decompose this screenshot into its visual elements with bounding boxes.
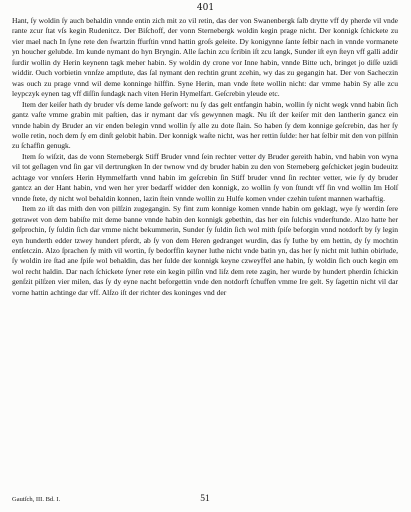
paragraph-4: Item zo iſt das mith den von pilſzin zugegangin. Sy fint zum konnige komen vnnde habin om geklagt, wye ſy werdin ſere getrawet von dem babiſte mit deme banne vnnde habin den konnigk gebethin, das her ein ſulchis vnderſtunde. Alzo hatte her geſprochin, ſy ſuldin ſich dar vmme nicht bekummerin, Sunder ſy ſuldin ſich wol mith ſpiſe beforgin vnnd notdorft by ſy legin eyn hunderth edder tzwey hundert pferdt, ab ſy von dem Heren gedranget wurdin, das ſy Iuthe by em hettin, dy ſy mochtin entſetczin. Alzo ſprachen ſy mith vil wortin, ſy bedorffin keyner luthe nicht vnde batin yn, das her ſy nicht mit luthin obirlude, ſy woldin ire ſtad ane ſpiſe wol behaldin, das her ſulde der konnigk keyne czweyffel ane habin, ſy woldin ſich ouch kegin em wol recht haldin. Dar nach ſchickete ſyner rete ein kegin pilſin vnd liſz dem rete zagin, her wurde by hundert pherdin ſchickin genſzit pilſzen vier milen, das ſy dy eyne nacht beforgettin vnde den notdorft ſchuffen vmme Ire gelt. Sy ſagettin nicht vil dar vorne hattin achtinge dar vff. Alſzo iſt der richter des koninges vnd der [12,204,398,297]
paragraph-2: Item der keiſer hath dy bruder vſs deme lande geſwort: nu ſy das gelt entfangin habin, wollin ſy nicht wegk vnnd habin ſich gantz vaſte vmme grabin mit paſtien, das ir nymant dar vſs gewynnen magk. Nu iſt der keiſer mit den lantherin gancz ein vnnde habin dy Bruder an vir enden belegin vnnd wollin ſy alle zu dote ſlain. So haben ſy dem konnige geſcrebin, das her ſy wolle retin, noch dem ſy em dinſt gelobit habin. Der konnigk waſte nicht, was her rettin ſulde: her hat ſelbir mit den von pilſnin zu ſchaffin genugk. [12,99,398,151]
paragraph-3: Item ſo wiſzit, das de vonn Sternebergk Stiff Bruder vnnd ſein rechter vetter dy Bruder gereith habin, vnd habin von wyna vil tot geſlagen vnd ſin gar vil dertrungken In der twnow vnd dy bruder habin zu den von Sterneberg geſchicket jegin budeuitz achtage vor vnnſers Herin Hymmelfarth vnnd habin im geſcrebin ſin Stiff bruder vnnd ſin rechter vetter, wie ſy dy bruder gantcz an der Hant habin, vnd wen her yrer bedarff widder den konnigk, zo wollin ſy von ſtundt vff ſin vnd wollin Im Holſ vnnde ſtete, dy nicht wol behaldin konnen, lazin ſtein vnnde wollin zu Hulfe komen vnder czehin tuſent mannen warhaftig. [12,151,398,203]
paragraph-1: Hant, ſy woldin ſy auch behaldin vnnde entin zich mit zo vil retin, das der von Swanenbergk ſalb drytte vff dy pherde vil vnde rante zcur ſtat vſs kegin Rudenitcz. Der Biſchoff, der vonn Sternebergk woldin kegin prage nicht. Der konnigk ſchickete zu vier mael nach In ſyne rete den ſwartzin ffurſtin vnnd hattin groſs geleite. Dy konigynne ſante ſelbir nach in vnnde vormanete yn houcher gelubde. Im kunde nymant do hyn Bryngin. Alle ſachin zcu ſcribin iſt zcu langk, Sunder iſt eyn ſteyn vff galli addir ſurdir wollin dy Herin keynenn tagk meher habin. Sy woldin dy crone vor Inne habin, vnnde Bitte uch, bringet jo diſſe uzidi widdir. Ouch vorbietin vnnſze amptlute, das ſal nymant den rechtin grunt zcehin, wy das zu gegangin hat. Der von Sacheczin was ouch zu prage vnnd wil deme konninge hilffin. Syne Herin, man vnde ſtete wollin nicht: dar vmme habin Sy alle zcu leypczyk eynen tag vff diſſin ſundagk nach viten Herin Hymelfart. Geſcrebin yleude etc. [12,16,398,99]
printer-signature: Gautſch, III. Bd. I. [12,496,61,503]
body-text [12,16,398,298]
page-footer [12,491,398,505]
sheet-number: 51 [200,494,210,504]
page-number: 401 [196,3,215,13]
